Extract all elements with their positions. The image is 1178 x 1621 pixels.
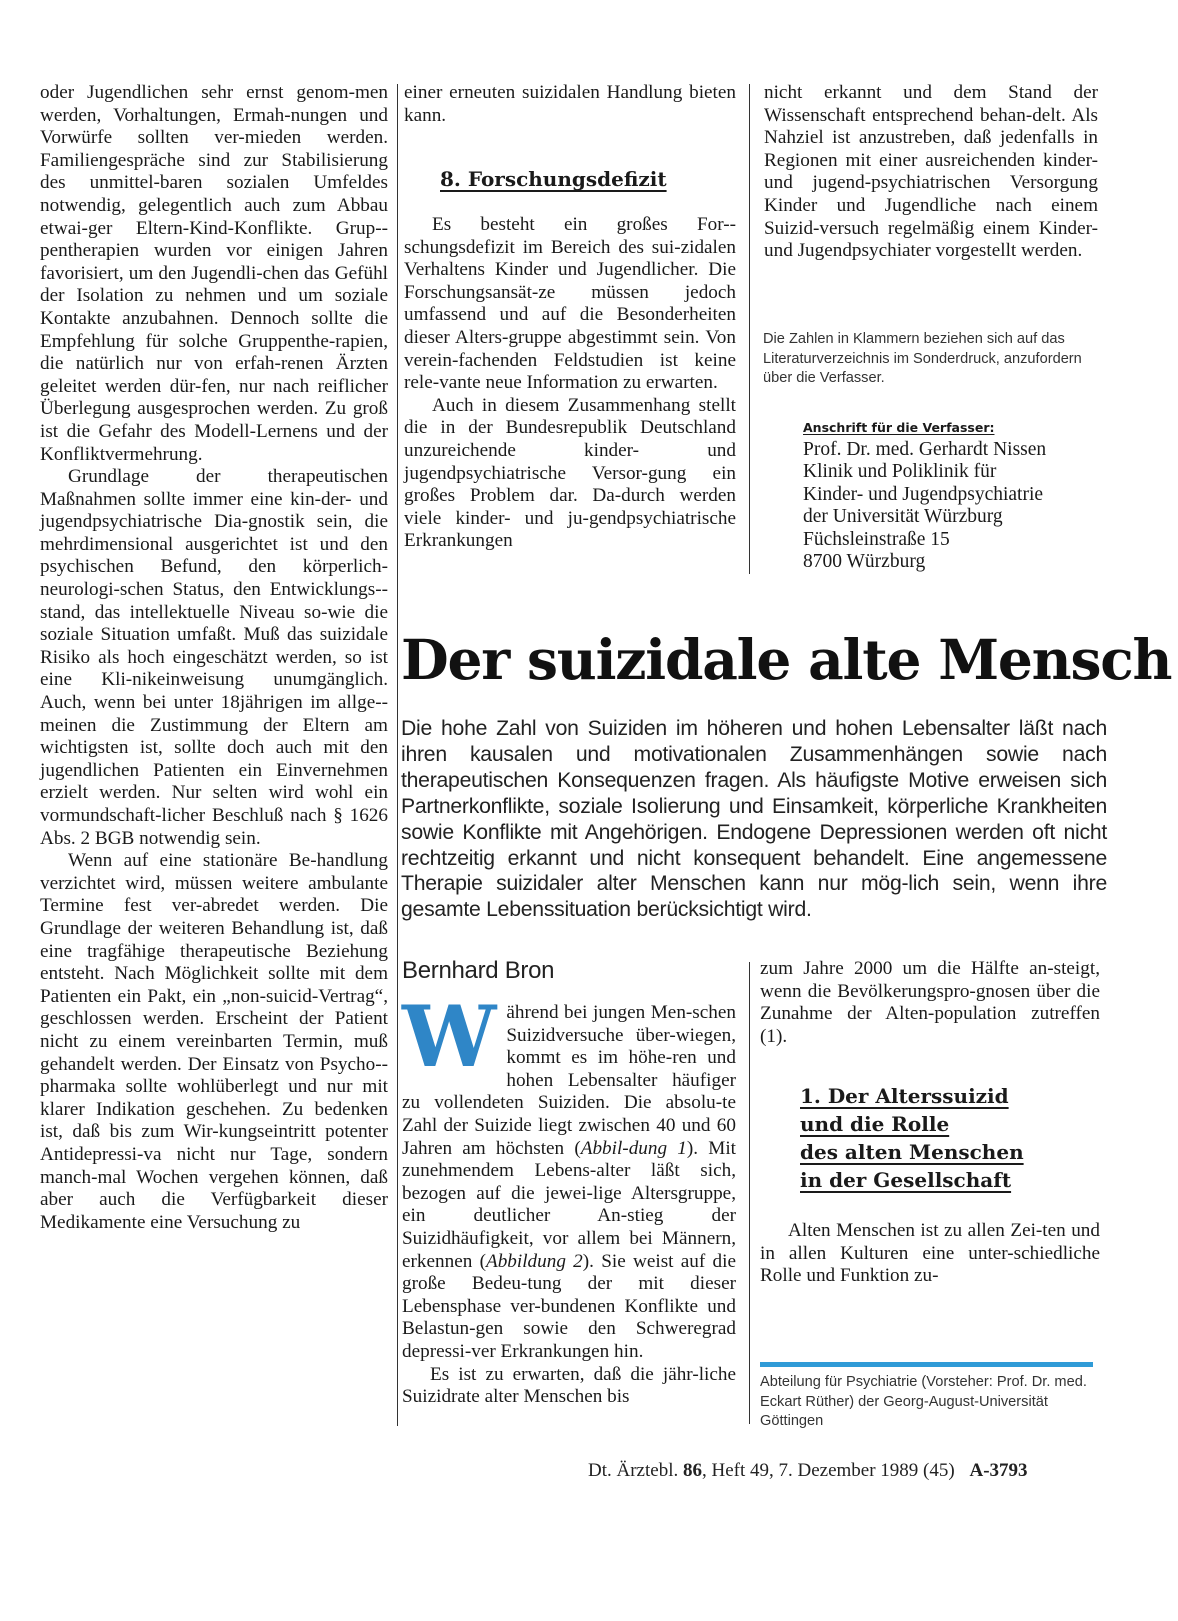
paragraph: oder Jugendlichen sehr ernst genom-men werden, Vorhaltungen, Ermah-nungen und Vorwürfe sollten ver-mieden werden. Familiengespräche sind zur Stabilisierung des unmittel-baren sozialen Umfeldes notwendig, gelegentlich auch zum Abbau etwai-ger Eltern-Kind-Konflikte. Grup-pentherapien wurden vor einigen Jahren favorisiert, um den Jugendli-chen das Gefühl der Isolation zu nehmen und um soziale Kontakte anzubahnen. Dennoch sollte die Empfehlung für solche Gruppenthe-rapien, die natürlich nur von erfah-renen Ärzten geleitet werden dür-fen, nur nach reiflicher Überlegung ausgesprochen werden. Zu groß ist die Gefahr des Modell-Lernens und der Konfliktvermehrung. <box>40 82 388 465</box>
affiliation-rule <box>760 1362 1093 1367</box>
article-lead: Die hohe Zahl von Suiziden im höheren und hohen Lebensalter läßt nach ihren kausalen und motivationalen Zusammenhängen sowie nach therapeutischen Konsequenzen fragen. Als häufigste Motive erweisen sich Partnerkonflikte, soziale Isolierung und Einsamkeit, körperliche Krankheiten sowie Konflikte mit Angehörigen. Endogene Depressionen werden oft nicht rechtzeitig erkannt und nicht konsequent behandelt. Eine angemessene Therapie suizidaler alter Menschen kann nur mög-lich sein, wenn ihre gesamte Lebenssituation berücksichtigt wird. <box>401 717 1107 922</box>
article-author: Bernhard Bron <box>402 957 555 984</box>
author-address <box>803 420 1103 573</box>
section-heading-line: in der Gesellschaft <box>800 1168 1012 1192</box>
paragraph: nicht erkannt und dem Stand der Wissenschaft entsprechend behan-delt. Als Nahziel ist anzustreben, daß jedenfalls in Regionen mit einer ausreichenden kinder- und jugend-psychiatrischen Versorgung Kinder und Jugendliche nach einem Suizid-versuch regelmäßig einem Kinder- und Jugendpsychiater vorgestellt werden. <box>764 82 1098 262</box>
figure-reference-1[interactable]: Abbil-dung 1 <box>580 1137 687 1159</box>
address-line: der Universität Würzburg <box>803 506 1003 528</box>
journal-name: Dt. Ärztebl. <box>588 1460 679 1481</box>
issue-date: , Heft 49, 7. Dezember 1989 (45) <box>701 1460 955 1481</box>
address-line: Füchsleinstraße 15 <box>803 528 950 550</box>
page-footer <box>588 1459 1108 1483</box>
address-label: Anschrift für die Verfasser: <box>803 420 995 435</box>
article-title: Der suizidale alte Mensch <box>401 627 1172 692</box>
paragraph: einer erneuten suizidalen Handlung bieten kann. <box>404 82 736 126</box>
figure-reference-2[interactable]: Abbildung 2 <box>485 1250 583 1272</box>
page-number: A-3793 <box>969 1460 1028 1481</box>
address-line: Prof. Dr. med. Gerhardt Nissen <box>803 439 1047 460</box>
article-column-2: zum Jahre 2000 um die Hälfte an-steigt, wenn die Bevölkerungspro-gnosen über die Zunahme der Alten-population zutreffen (1). <box>760 958 1100 1047</box>
paragraph: Auch in diesem Zusammenhang stellt die in der Bundesrepublik Deutschland unzureichende kinder- und jugendpsychiatrische Versor-gung ein großes Problem dar. Da-durch werden viele kinder- und ju-gendpsychiatrische Erkrankungen <box>404 394 736 552</box>
section-heading-alterssuizid <box>800 1082 1100 1194</box>
address-line: 8700 Würzburg <box>803 551 926 573</box>
column-3 <box>764 82 1098 263</box>
address-line: Kinder- und Jugendpsychiatrie <box>803 483 1044 505</box>
author-affiliation: Abteilung für Psychiatrie (Vorsteher: Prof. Dr. med. Eckart Rüther) der Georg-August-Universität Göttingen <box>760 1374 1087 1429</box>
column-2 <box>404 82 736 142</box>
column-rule-3 <box>749 962 750 1424</box>
column-1 <box>40 82 388 1234</box>
section-heading-line: des alten Menschen <box>800 1140 1024 1164</box>
section-heading-line: 1. Der Alterssuizid <box>800 1084 1009 1108</box>
column-rule-2 <box>749 84 750 574</box>
article-column-2-body: Alten Menschen ist zu allen Zei-ten und in allen Kulturen eine unter-schiedliche Rolle und Funktion zu- <box>760 1220 1100 1287</box>
literature-note: Die Zahlen in Klammern beziehen sich auf das Literaturverzeichnis im Sonderdruck, anzufordern über die Verfasser. <box>763 331 1082 386</box>
paragraph: Grundlage der therapeutischen Maßnahmen sollte immer eine kin-der- und jugendpsychiatrische Dia-gnostik sein, die mehrdimensional ausgerichtet ist und den psychischen Befund, den körperlich-neurologi-schen Status, den Entwicklungs-stand, das intellektuelle Niveau so-wie die soziale Situation umfaßt. Muß das suizidale Risiko als hoch eingeschätzt werden, so ist eine Kli-nikeinweisung unumgänglich. Auch, wenn bei unter 18jährigen im allge-meinen die Zustimmung der Eltern am wichtigsten ist, sollte doch auch mit den jugendlichen Patienten ein Einvernehmen erzielt werden. Nur selten wird wohl ein vormundschaft-licher Beschluß nach § 1626 Abs. 2 BGB notwendig sein. <box>40 466 388 849</box>
column-rule-1 <box>397 84 398 1426</box>
article-column-1: W ährend bei jungen Men-schen Suizidversuche über-wiegen, kommt es im höhe-ren und hohen Lebensalter häufiger zu vollendeten Suiziden. Die absolu-te Zahl der Suizide liegt zwischen 40 und 60 Jahren am höchsten (Abbil-dung 1). Mit zunehmendem Lebens-alter läßt sich, bezogen auf die jewei-lige Altersgruppe, ein deutlicher An-stieg der Suizidhäufigkeit, vor allem bei Männern, erkennen (Abbildung 2). Sie weist auf die große Bedeu-tung der mit dieser Lebensphase ver-bundenen Konflikte und Belastun-gen sowie den Schweregrad depressi-ver Erkrankungen hin. Es ist zu erwarten, daß die jähr-liche Suizidrate alter Menschen bis <box>402 987 736 1408</box>
section-heading-forschungsdefizit: 8. Forschungsdefizit <box>440 167 667 191</box>
paragraph: Es besteht ein großes For-schungsdefizit im Bereich des sui-zidalen Verhaltens Kinder und Jugendlicher. Die Forschungsansät-ze müssen jedoch umfassend und auf die Besonderheiten dieser Alters-gruppe abgestimmt sein. Von verein-fachenden Feldstudien ist keine rele-vante neue Information zu erwarten. <box>404 214 736 394</box>
section-heading-line: und die Rolle <box>800 1112 950 1136</box>
journal-volume: 86 <box>682 1460 702 1481</box>
column-2-body <box>404 214 736 553</box>
drop-cap: W <box>402 987 497 1086</box>
article-paragraph-2: Es ist zu erwarten, daß die jähr-liche Suizidrate alter Menschen bis <box>402 1363 736 1408</box>
paragraph: Wenn auf eine stationäre Be-handlung verzichtet wird, müssen weitere ambulante Termine fest ver-abredet werden. Die Grundlage der weiteren Behandlung ist, daß eine tragfähige therapeutische Beziehung entsteht. Nach Möglichkeit sollte mit dem Patienten ein Pakt, ein „non-suicid-Vertrag“, geschlossen werden. Erscheint der Patient nicht zu einem vereinbarten Termin, muß gehandelt werden. Der Einsatz von Psycho-pharmaka sollte wohlüberlegt und nur mit klarer Indikation geschehen. Zu bedenken ist, daß bis zum Wir-kungseintritt potenter Antidepressi-va nicht nur Tage, sondern manch-mal Wochen vergehen können, daß aber auch die Verfügbarkeit dieser Medikamente eine Versuchung zu <box>40 850 388 1233</box>
address-line: Klinik und Poliklinik für <box>803 461 997 483</box>
address-lines <box>803 439 1103 573</box>
